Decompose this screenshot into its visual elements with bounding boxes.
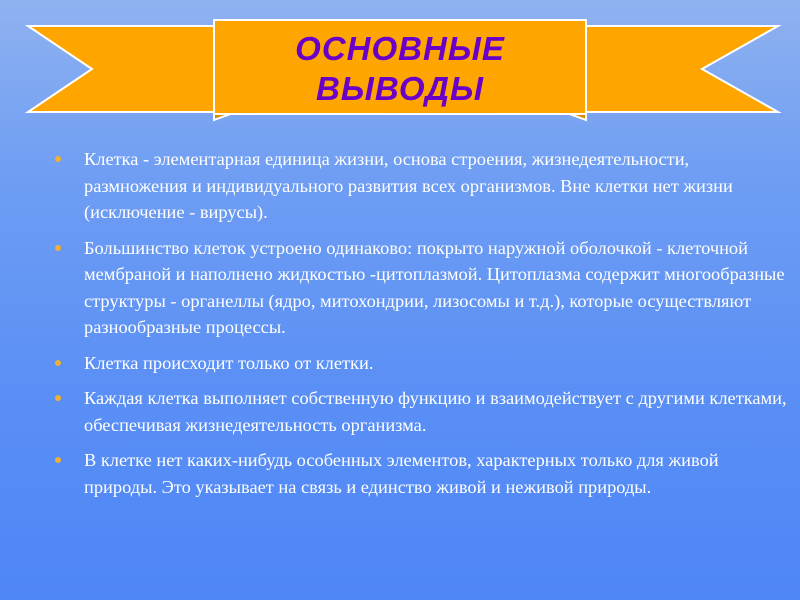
bullet-text: В клетке нет каких-нибудь особенных элементов, характерных только для живой природы. Это указывает на связь и единство живой и неживой природы. [84, 450, 719, 497]
banner-right-tail [586, 26, 778, 112]
bullet-item [52, 146, 792, 226]
bullet-text: Клетка происходит только от клетки. [84, 352, 374, 373]
bullet-text: Большинство клеток устроено одинаково: покрыто наружной оболочкой - клеточной мембраной и наполнено жидкостью -цитоплазмой. Цитоплазма содержит многообразные структуры - органеллы (ядро, митохондрии, лизосомы и т.д.), которые осуществляют разнообразные процессы. [84, 237, 785, 337]
bullet-dot-icon [55, 156, 61, 162]
bullet-item [52, 350, 792, 377]
slide-title [214, 26, 586, 112]
bullet-dot-icon [55, 395, 61, 401]
banner-left-tail [28, 26, 214, 112]
bullet-dot-icon [55, 457, 61, 463]
bullet-dot-icon [55, 360, 61, 366]
bullet-text: Каждая клетка выполняет собственную функцию и взаимодействует с другими клетками, обеспечивая жизнедеятельность организма. [84, 388, 787, 435]
bullet-text: Клетка - элементарная единица жизни, основа строения, жизнедеятельности, размножения и индивидуального развития всех организмов. Вне клетки нет жизни (исключение - вирусы). [84, 149, 733, 222]
bullet-item [52, 447, 792, 500]
bullet-list [52, 146, 792, 500]
slide-body [52, 146, 792, 509]
bullet-item [52, 385, 792, 438]
title-line-2: ВЫВОДЫ [316, 70, 484, 107]
bullet-dot-icon [55, 245, 61, 251]
title-line-1: ОСНОВНЫЕ [295, 30, 505, 67]
bullet-item [52, 235, 792, 341]
